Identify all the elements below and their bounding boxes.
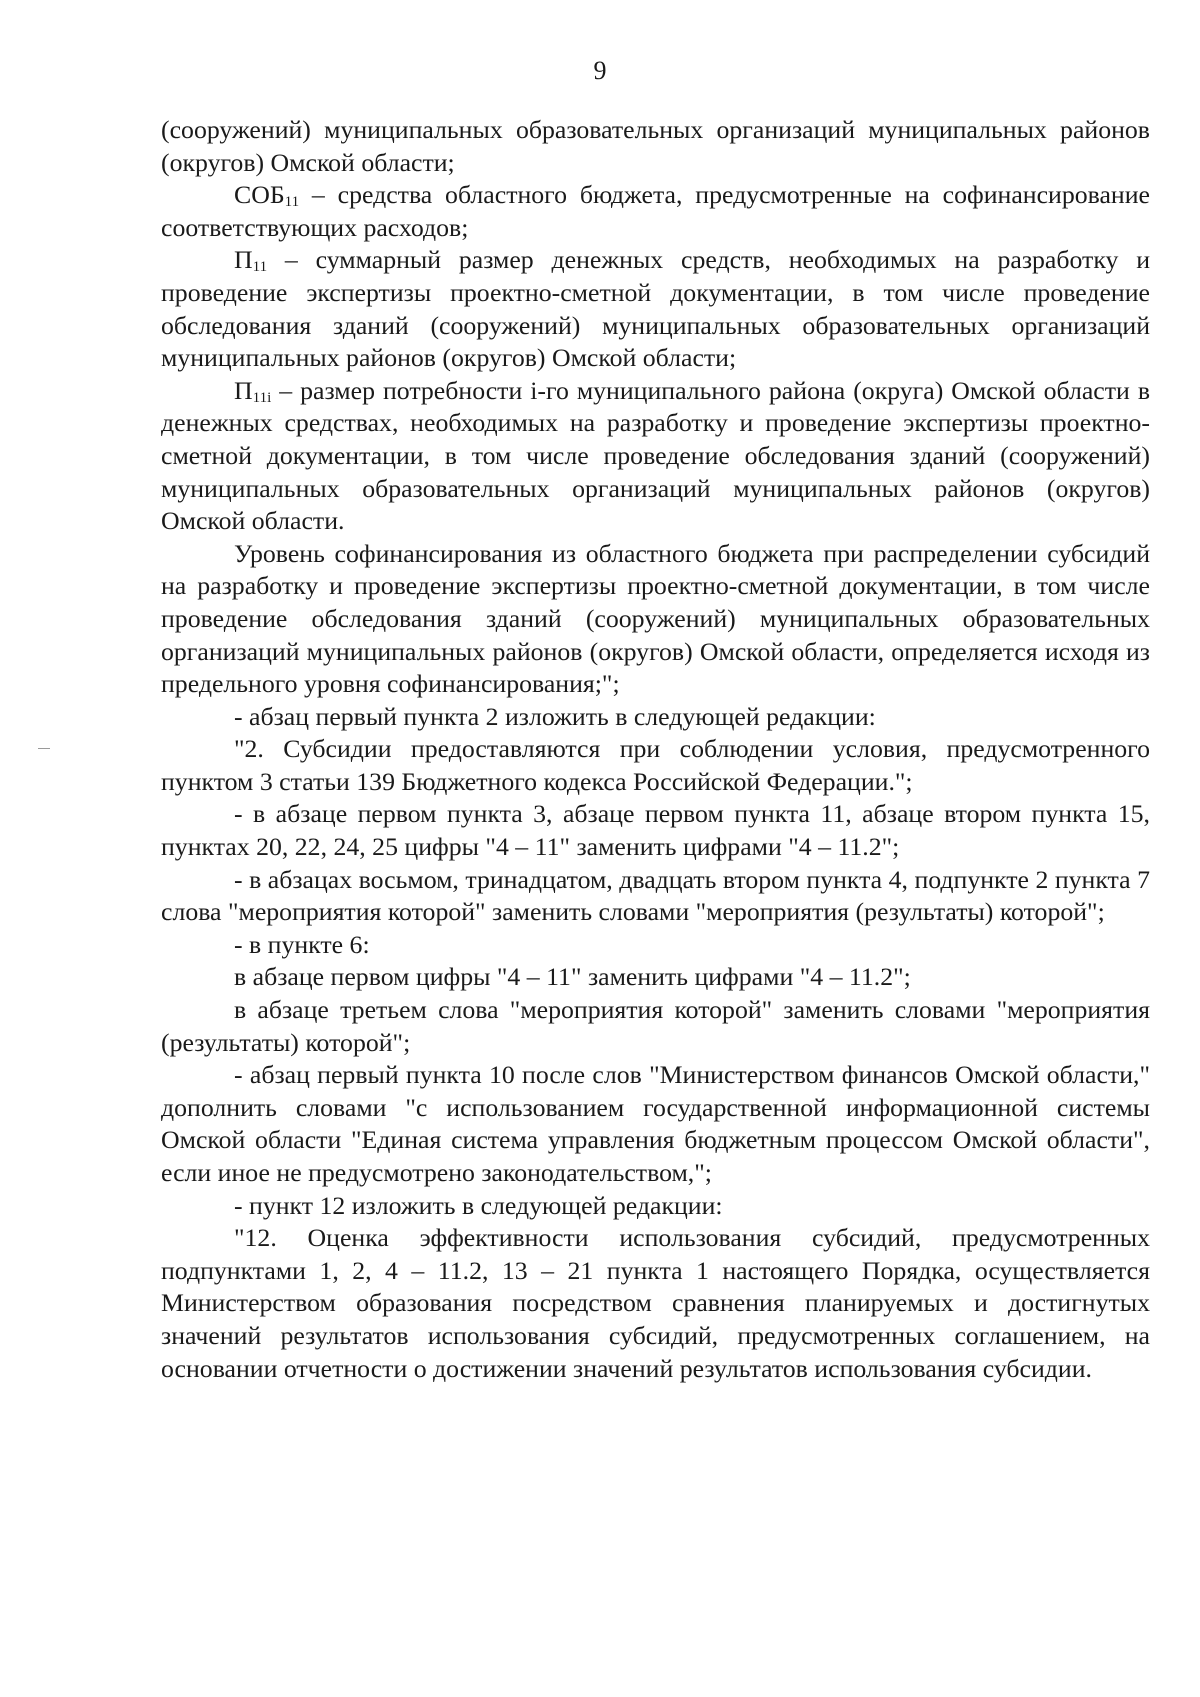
paragraph: - абзац первый пункта 10 после слов "Министерством финансов Омской области," дополнить словами "с использованием государственной информационной системы Омской области "Единая система управления бюджетным процессом Омской области", если иное не предусмотрено законодательством,"; — [161, 1060, 1150, 1187]
paragraph: - пункт 12 изложить в следующей редакции: — [234, 1190, 723, 1220]
paragraph: - абзац первый пункта 2 изложить в следующей редакции: — [234, 701, 876, 731]
paragraph: Уровень софинансирования из областного бюджета при распределении субсидий на разработку и проведение экспертизы проектно-сметной документации, в том числе проведение обследования зданий (сооружений) муниципальных образовательных организаций муниципальных районов (округов) Омской области, определяется исходя из предельного уровня софинансирования;"; — [161, 538, 1150, 699]
paragraph: - в абзаце первом пункта 3, абзаце первом пункта 11, абзаце втором пункта 15, пунктах 20, 22, 24, 25 цифры "4 – 11" заменить цифрами "4 – 11.2"; — [161, 799, 1150, 862]
paragraph: - в абзацах восьмом, тринадцатом, двадцать втором пункта 4, подпункте 2 пункта 7 слова "мероприятия которой" заменить словами "мероприятия (результаты) которой"; — [161, 864, 1150, 927]
formula-symbol: П — [234, 375, 253, 405]
paragraph-text: – размер потребности i-го муниципального района (округа) Омской области в денежных средствах, необходимых на разработку и проведение экспертизы проектно-сметной документации, в том числе проведение обследования зданий (сооружений) муниципальных образовательных организаций муниципальных районов (округов) Омской области. — [161, 375, 1150, 536]
paragraph: (сооружений) муниципальных образовательных организаций муниципальных районов (округов) Омской области; — [161, 115, 1150, 177]
paragraph: "2. Субсидии предоставляются при соблюдении условия, предусмотренного пунктом 3 статьи 139 Бюджетного кодекса Российской Федерации."; — [161, 734, 1150, 796]
page-number: 9 — [593, 56, 607, 85]
paragraph: в абзаце первом цифры "4 – 11" заменить цифрами "4 – 11.2"; — [234, 962, 911, 992]
formula-subscript: 11 — [284, 194, 300, 211]
document-text — [161, 114, 1150, 1385]
formula-symbol: П — [234, 245, 253, 275]
paragraph — [161, 179, 1150, 244]
formula-symbol: СОБ — [234, 180, 285, 210]
paragraph: - в пункте 6: — [234, 929, 370, 959]
paragraph-text: – суммарный размер денежных средств, необходимых на разработку и проведение экспертизы проектно-сметной документации, в том числе проведение обследования зданий (сооружений) муниципальных образовательных организаций муниципальных районов (округов) Омской области; — [161, 245, 1150, 373]
paragraph: в абзаце третьем слова "мероприятия которой" заменить словами "мероприятия (результаты) которой"; — [161, 995, 1150, 1057]
formula-subscript: 11i — [252, 389, 272, 406]
formula-subscript: 11 — [252, 259, 268, 276]
scan-margin-mark — [38, 748, 50, 749]
paragraph: "12. Оценка эффективности использования субсидий, предусмотренных подпунктами 1, 2, 4 – 11.2, 13 – 21 пункта 1 настоящего Порядка, осуществляется Министерством образования посредством сравнения планируемых и достигнутых значений результатов использования субсидий, предусмотренных соглашением, на основании отчетности о достижении значений результатов использования субсидии. — [161, 1223, 1150, 1383]
paragraph — [161, 375, 1150, 538]
paragraph-text: – средства областного бюджета, предусмотренные на софинансирование соответствующих расходов; — [161, 180, 1150, 242]
paragraph — [161, 244, 1150, 374]
